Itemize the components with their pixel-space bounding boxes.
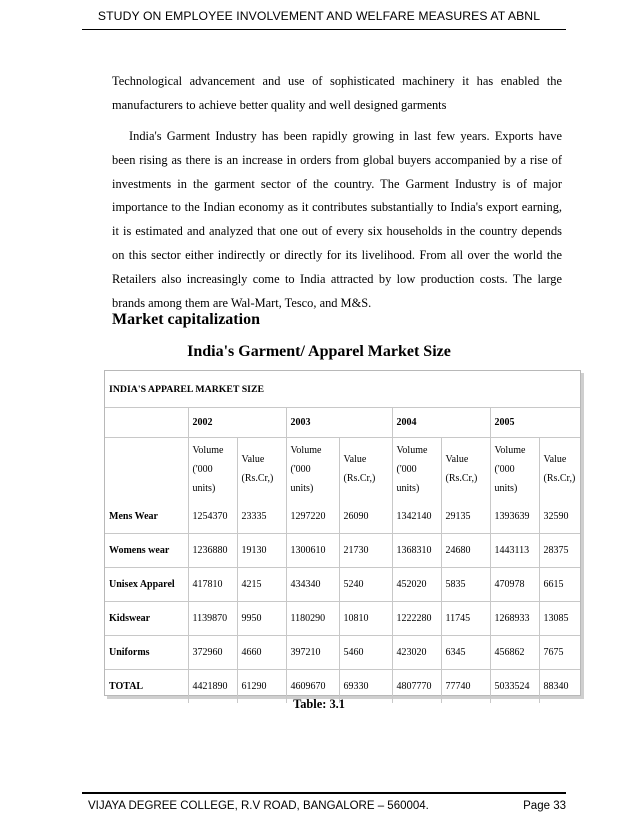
table-cell: 6345 [441,636,490,670]
row-label: Mens Wear [105,500,188,534]
table-cell: 11745 [441,602,490,636]
table-row [105,534,580,568]
years-row [105,408,580,438]
row-label: Kidswear [105,602,188,636]
table-cell: 456862 [490,636,539,670]
table-cell: 24680 [441,534,490,568]
table-cell: 397210 [286,636,339,670]
row-label: Womens wear [105,534,188,568]
subheader-row [105,438,580,501]
column-subheader: Value (Rs.Cr,) [441,438,490,501]
market-size-table [105,371,580,703]
table-cell: 1342140 [392,500,441,534]
row-label: Uniforms [105,636,188,670]
column-subheader: Volume ('000 units) [286,438,339,501]
paragraph-garment-industry: India's Garment Industry has been rapidly growing in last few years. Exports have been rising as there is an increase in orders from global buyers accompanied by a rise of investments in the garment sector of the country. The Garment Industry is of major importance to the Indian economy as it contributes substantially to India's export earning, it is estimated and analyzed that one out of every six households in the country depends on this sector either indirectly or directly for its livelihood. From all over the world the Retailers also increasingly come to India attracted by low production costs. The large brands among them are Wal-Mart, Tesco, and M&S. [112,129,562,310]
column-subheader: Volume ('000 units) [188,438,237,501]
table-cell: 1368310 [392,534,441,568]
running-header: STUDY ON EMPLOYEE INVOLVEMENT AND WELFARE MEASURES AT ABNL [97,9,541,23]
table-cell: 1254370 [188,500,237,534]
column-subheader: Value (Rs.Cr,) [339,438,392,501]
year-header: 2002 [188,408,286,438]
footer-rule [82,792,566,794]
table-cell: 4807770 [392,670,441,704]
table-cell: 1236880 [188,534,237,568]
table-row [105,602,580,636]
table-title-cell: INDIA'S APPAREL MARKET SIZE [105,371,580,408]
market-size-table-container [104,370,581,696]
table-cell: 19130 [237,534,286,568]
table-cell: 6615 [539,568,580,602]
table-cell: 23335 [237,500,286,534]
section-heading: Market capitalization [112,311,260,328]
table-cell: 434340 [286,568,339,602]
table-cell: 10810 [339,602,392,636]
year-header: 2004 [392,408,490,438]
column-subheader: Volume ('000 units) [392,438,441,501]
table-cell: 61290 [237,670,286,704]
table-cell: 452020 [392,568,441,602]
table-row [105,568,580,602]
table-cell: 69330 [339,670,392,704]
table-cell: 26090 [339,500,392,534]
column-subheader: Value (Rs.Cr,) [543,454,576,484]
table-cell: 5460 [339,636,392,670]
table-body [105,500,580,703]
table-cell: 77740 [441,670,490,704]
table-row [105,636,580,670]
table-cell: 1297220 [286,500,339,534]
table-cell: 1300610 [286,534,339,568]
table-cell: 1180290 [286,602,339,636]
table-cell: 1139870 [188,602,237,636]
table-cell: 13085 [539,602,580,636]
table-cell: 1393639 [490,500,539,534]
table-cell: 4215 [237,568,286,602]
table-cell: 423020 [392,636,441,670]
table-cell: 4609670 [286,670,339,704]
row-label: Unisex Apparel [105,568,188,602]
table-cell: 4660 [237,636,286,670]
empty-subheader-cell [105,438,188,501]
column-subheader: Value (Rs.Cr,) [237,438,286,501]
table-cell: 5033524 [490,670,539,704]
table-cell: 470978 [490,568,539,602]
table-cell: 1222280 [392,602,441,636]
column-subheader: Volume ('000 units) [490,438,539,501]
empty-corner-cell [105,408,188,438]
table-cell: 1443113 [490,534,539,568]
table-cell: 88340 [543,681,569,692]
table-cell: 5835 [441,568,490,602]
table-caption: Table: 3.1 [293,697,345,711]
table-cell: 29135 [441,500,490,534]
paragraph-technology: Technological advancement and use of sophisticated machinery it has enabled the manufacturers to achieve better quality and well designed garments [112,74,562,112]
table-cell: 32590 [539,500,580,534]
table-cell: 1268933 [490,602,539,636]
footer-college: VIJAYA DEGREE COLLEGE, R.V ROAD, BANGALORE – 560004. [88,800,429,812]
table-row [105,500,580,534]
row-label: TOTAL [105,670,188,704]
table-cell: 417810 [188,568,237,602]
year-header: 2003 [286,408,392,438]
table-cell: 4421890 [188,670,237,704]
table-cell: 21730 [339,534,392,568]
header-rule [82,29,566,30]
table-cell: 5240 [339,568,392,602]
table-cell: 372960 [188,636,237,670]
table-cell: 7675 [539,636,580,670]
page-number: Page 33 [523,800,566,812]
table-cell: 9950 [237,602,286,636]
year-header: 2005 [490,408,580,438]
table-cell: 28375 [539,534,580,568]
table-title: India's Garment/ Apparel Market Size [187,343,451,360]
